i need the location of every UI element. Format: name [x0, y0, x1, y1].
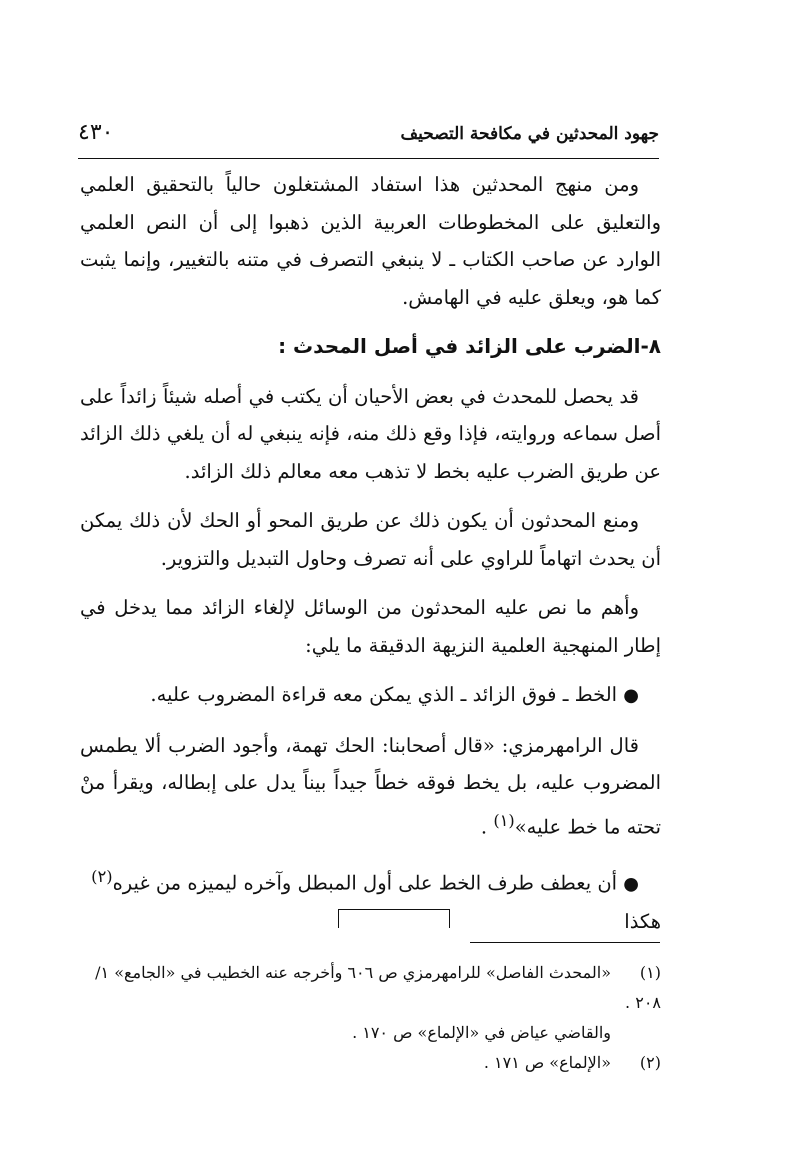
footnote-number: (١)	[639, 963, 661, 982]
quote-end: .	[480, 815, 494, 838]
quote-text: قال الرامهرمزي: «قال أصحابنا: الحك تهمة، وأجود الضرب ألا يطمس المضروب عليه، بل يخط فوقه خطاً جيداً بيناً يدل على إبطاله، ويقرأ منْ تحته ما خط عليه»	[80, 733, 661, 838]
footnote-text: والقاضي عياض في «الإلماع» ص ١٧٠ .	[352, 1023, 611, 1042]
footnote-2	[80, 1048, 661, 1078]
example-line	[80, 903, 661, 937]
bullet-item-1-text: الخط ـ فوق الزائد ـ الذي يمكن معه قراءة المضروب عليه.	[150, 683, 618, 706]
paragraph-3: ومنع المحدثون أن يكون ذلك عن طريق المحو أو الحك لأن ذلك يمكن أن يحدث اتهاماً للراوي على أنه تصرف وحاول التبديل والتزوير.	[80, 509, 661, 570]
page-number: ٤٣٠	[78, 120, 114, 145]
example-word: هكذا	[624, 909, 661, 933]
footnote-text: «المحدث الفاصل» للرامهرمزي ص ٦٠٦ وأخرجه عنه الخطيب في «الجامع» ١/ ٢٠٨ .	[95, 963, 661, 1012]
footnote-divider	[470, 942, 660, 943]
bullet-icon: ●	[623, 685, 639, 706]
footnote-text: «الإلماع» ص ١٧١ .	[483, 1053, 611, 1072]
paragraph-4: وأهم ما نص عليه المحدثون من الوسائل لإلغاء الزائد مما يدخل في إطار المنهجية العلمية النزيهة الدقيقة ما يلي:	[80, 596, 661, 657]
strike-bracket-illustration	[338, 909, 450, 928]
page-header	[78, 118, 659, 159]
footnotes	[80, 958, 661, 1078]
bullet-item-2-text: أن يعطف طرف الخط على أول المبطل وآخره ليميزه من غيره	[112, 871, 618, 894]
paragraph-1: ومن منهج المحدثين هذا استفاد المشتغلون حالياً بالتحقيق العلمي والتعليق على المخطوطات العربية الذين ذهبوا إلى أن النص العلمي الوارد عن صاحب الكتاب ـ لا ينبغي التصرف في متنه بالتغيير، وإنما يثبت كما هو، ويعلق عليه في الهامش.	[80, 173, 661, 309]
quote-paragraph	[80, 727, 661, 846]
bullet-item-2	[80, 858, 661, 903]
footnote-ref-1: (١)	[493, 810, 515, 830]
section-heading: ٨-الضرب على الزائد في أصل المحدث :	[278, 334, 661, 358]
bullet-icon: ●	[623, 873, 639, 894]
footnote-1-continued	[80, 1018, 661, 1048]
running-title: جهود المحدثين في مكافحة التصحيف	[400, 124, 659, 144]
main-text	[80, 166, 661, 937]
footnote-number: (٢)	[639, 1053, 661, 1072]
footnote-ref-2: (٢)	[91, 866, 113, 886]
bullet-item-1	[80, 676, 661, 715]
paragraph-2: قد يحصل للمحدث في بعض الأحيان أن يكتب في أصله شيئاً زائداً على أصل سماعه وروايته، فإذا وقع ذلك منه، فإنه ينبغي له أن يلغي ذلك الزائد عن طريق الضرب عليه بخط لا تذهب معه معالم ذلك الزائد.	[80, 384, 661, 483]
footnote-1	[80, 958, 661, 1018]
